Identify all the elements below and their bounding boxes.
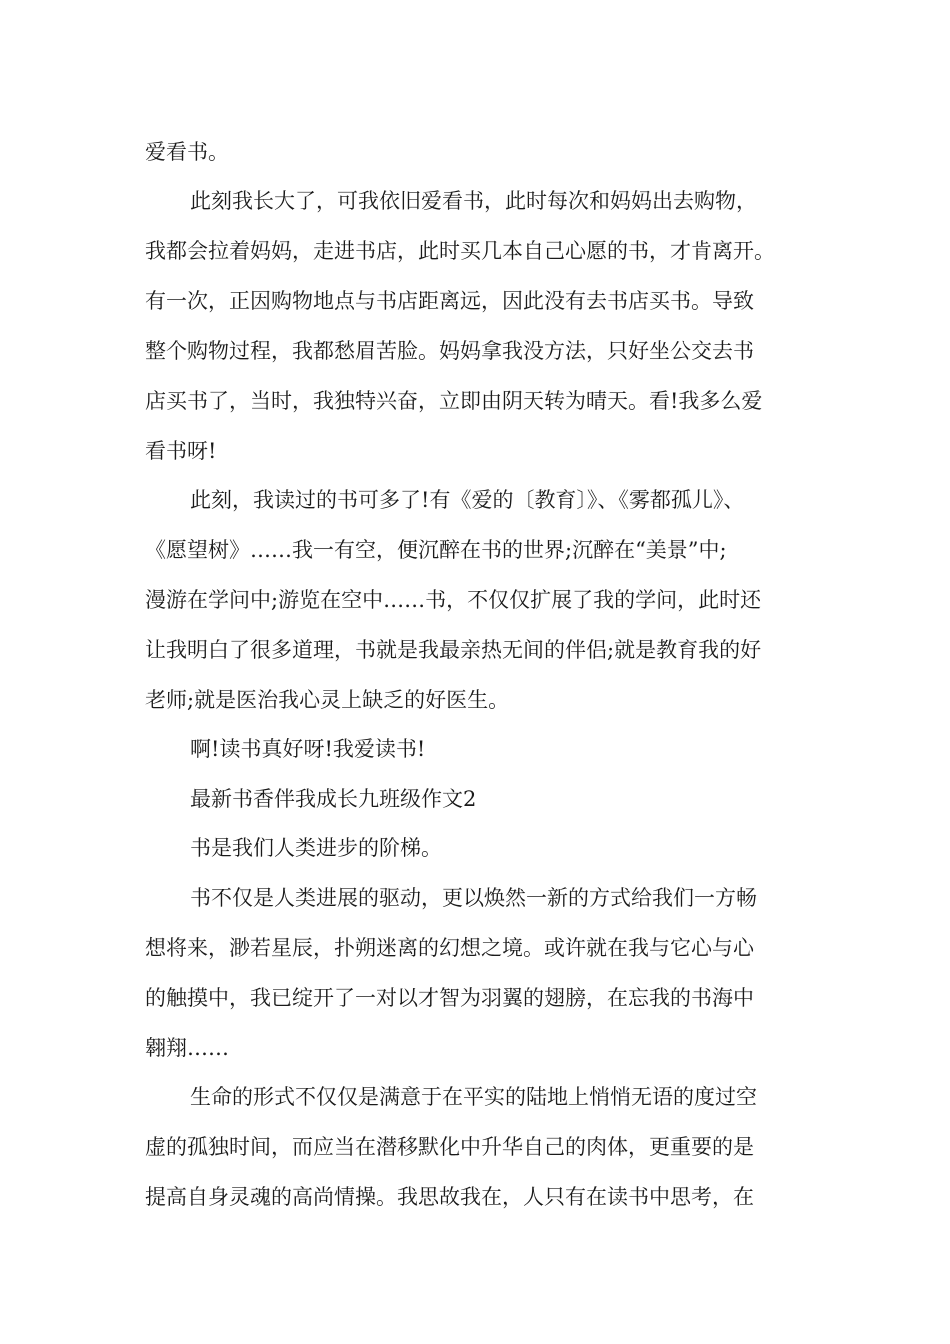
text-line: 啊!读书真好呀!我爱读书!: [190, 737, 426, 761]
text-line: 此刻，我读过的书可多了!有《爱的〔教育〕》、《雾都孤儿》、: [190, 488, 745, 512]
text-line: 看书呀!: [145, 439, 217, 463]
text-line: 漫游在学问中;游览在空中……书，不仅仅扩展了我的学问，此时还: [145, 588, 762, 612]
text-line: 整个购物过程，我都愁眉苦脸。妈妈拿我没方法，只好坐公交去书: [145, 339, 754, 363]
text-line: 此刻我长大了，可我依旧爱看书，此时每次和妈妈出去购物，: [190, 189, 757, 213]
text-line: 提高自身灵魂的高尚情操。我思故我在，人只有在读书中思考，在: [145, 1185, 754, 1209]
text-line: 翱翔……: [145, 1036, 229, 1060]
text-line: 虚的孤独时间，而应当在潜移默化中升华自己的肉体，更重要的是: [145, 1135, 754, 1159]
text-line: 想将来，渺若星辰，扑朔迷离的幻想之境。或许就在我与它心与心: [145, 936, 754, 960]
text-line: 生命的形式不仅仅是满意于在平实的陆地上悄悄无语的度过空: [190, 1085, 757, 1109]
text-line: 爱看书。: [145, 140, 229, 164]
text-line: 有一次，正因购物地点与书店距离远，因此没有去书店买书。导致: [145, 289, 754, 313]
text-line: 《愿望树》……我一有空，便沉醉在书的世界;沉醉在“美景”中;: [145, 538, 727, 562]
text-line: 让我明白了很多道理，书就是我最亲热无间的伴侣;就是教育我的好: [145, 638, 762, 662]
text-line: 我都会拉着妈妈，走进书店，此时买几本自己心愿的书，才肯离开。: [145, 239, 775, 263]
text-line: 老师;就是医治我心灵上缺乏的好医生。: [145, 688, 510, 712]
text-line: 店买书了，当时，我独特兴奋，立即由阴天转为晴天。看!我多么爱: [145, 389, 763, 413]
section-title: 最新书香伴我成长九班级作文2: [190, 787, 477, 811]
text-line: 书是我们人类进步的阶梯。: [190, 836, 442, 860]
text-line: 的触摸中，我已绽开了一对以才智为羽翼的翅膀，在忘我的书海中: [145, 986, 754, 1010]
text-line: 书不仅是人类进展的驱动，更以焕然一新的方式给我们一方畅: [190, 886, 757, 910]
